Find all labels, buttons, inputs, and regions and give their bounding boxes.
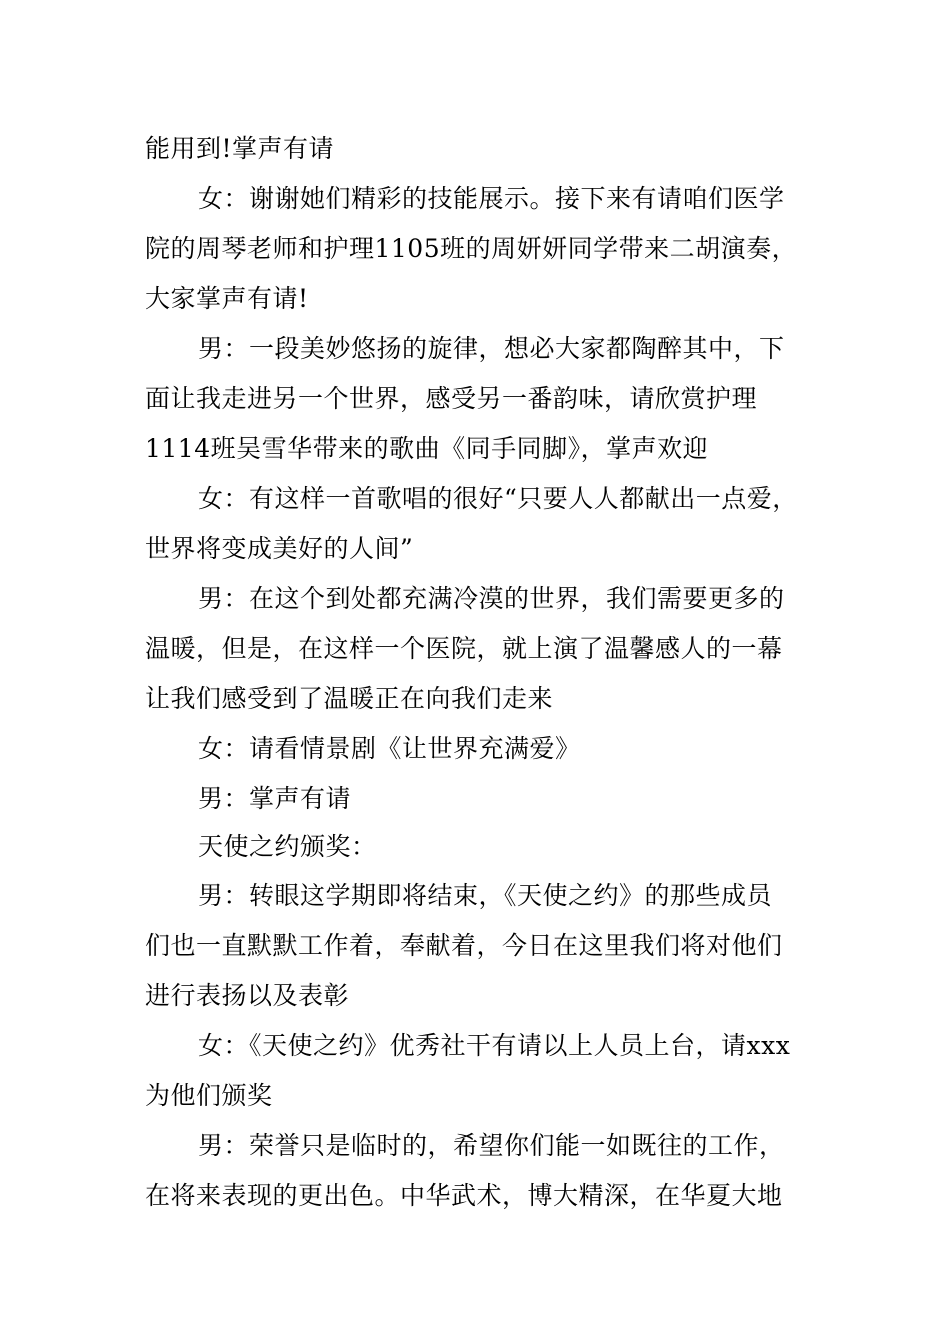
text-line: 男：掌声有请: [198, 784, 352, 813]
text-line: 女：有这样一首歌唱的很好“只要人人都献出一点爱，: [198, 484, 798, 513]
text-line: 进行表扬以及表彰: [145, 981, 350, 1010]
text-line: 男：荣誉只是临时的，希望你们能一如既往的工作，: [198, 1131, 785, 1160]
text-line: 院的周琴老师和护理1105班的周妍妍同学带来二胡演奏，: [145, 234, 798, 263]
text-line: 在将来表现的更出色。中华武术，博大精深，在华夏大地: [145, 1181, 783, 1210]
text-line: 男：在这个到处都充满冷漠的世界，我们需要更多的: [198, 584, 785, 613]
text-line: 男：一段美妙悠扬的旋律，想必大家都陶醉其中，下: [198, 334, 785, 363]
text-line: 面让我走进另一个世界，感受另一番韵味，请欣赏护理: [145, 384, 758, 413]
text-line: 能用到!掌声有请: [145, 134, 335, 163]
text-line: 女：《天使之约》优秀社干有请以上人员上台，请xxx: [198, 1031, 791, 1060]
text-line: 天使之约颁奖：: [198, 832, 377, 861]
text-line: 女：谢谢她们精彩的技能展示。接下来有请咱们医学: [198, 184, 785, 213]
text-line: 1114班吴雪华带来的歌曲《同手同脚》，掌声欢迎: [145, 434, 709, 463]
text-line: 让我们感受到了温暖正在向我们走来: [145, 684, 554, 713]
text-line: 为他们颁奖: [145, 1081, 273, 1110]
text-line: 大家掌声有请!: [145, 284, 309, 313]
text-line: 世界将变成美好的人间”: [145, 534, 414, 563]
text-line: 温暖，但是，在这样一个医院，就上演了温馨感人的一幕: [145, 634, 783, 663]
text-line: 女：请看情景剧《让世界充满爱》: [198, 734, 581, 763]
text-line: 男：转眼这学期即将结束，《天使之约》的那些成员: [198, 881, 773, 910]
text-line: 们也一直默默工作着，奉献着，今日在这里我们将对他们: [145, 931, 783, 960]
